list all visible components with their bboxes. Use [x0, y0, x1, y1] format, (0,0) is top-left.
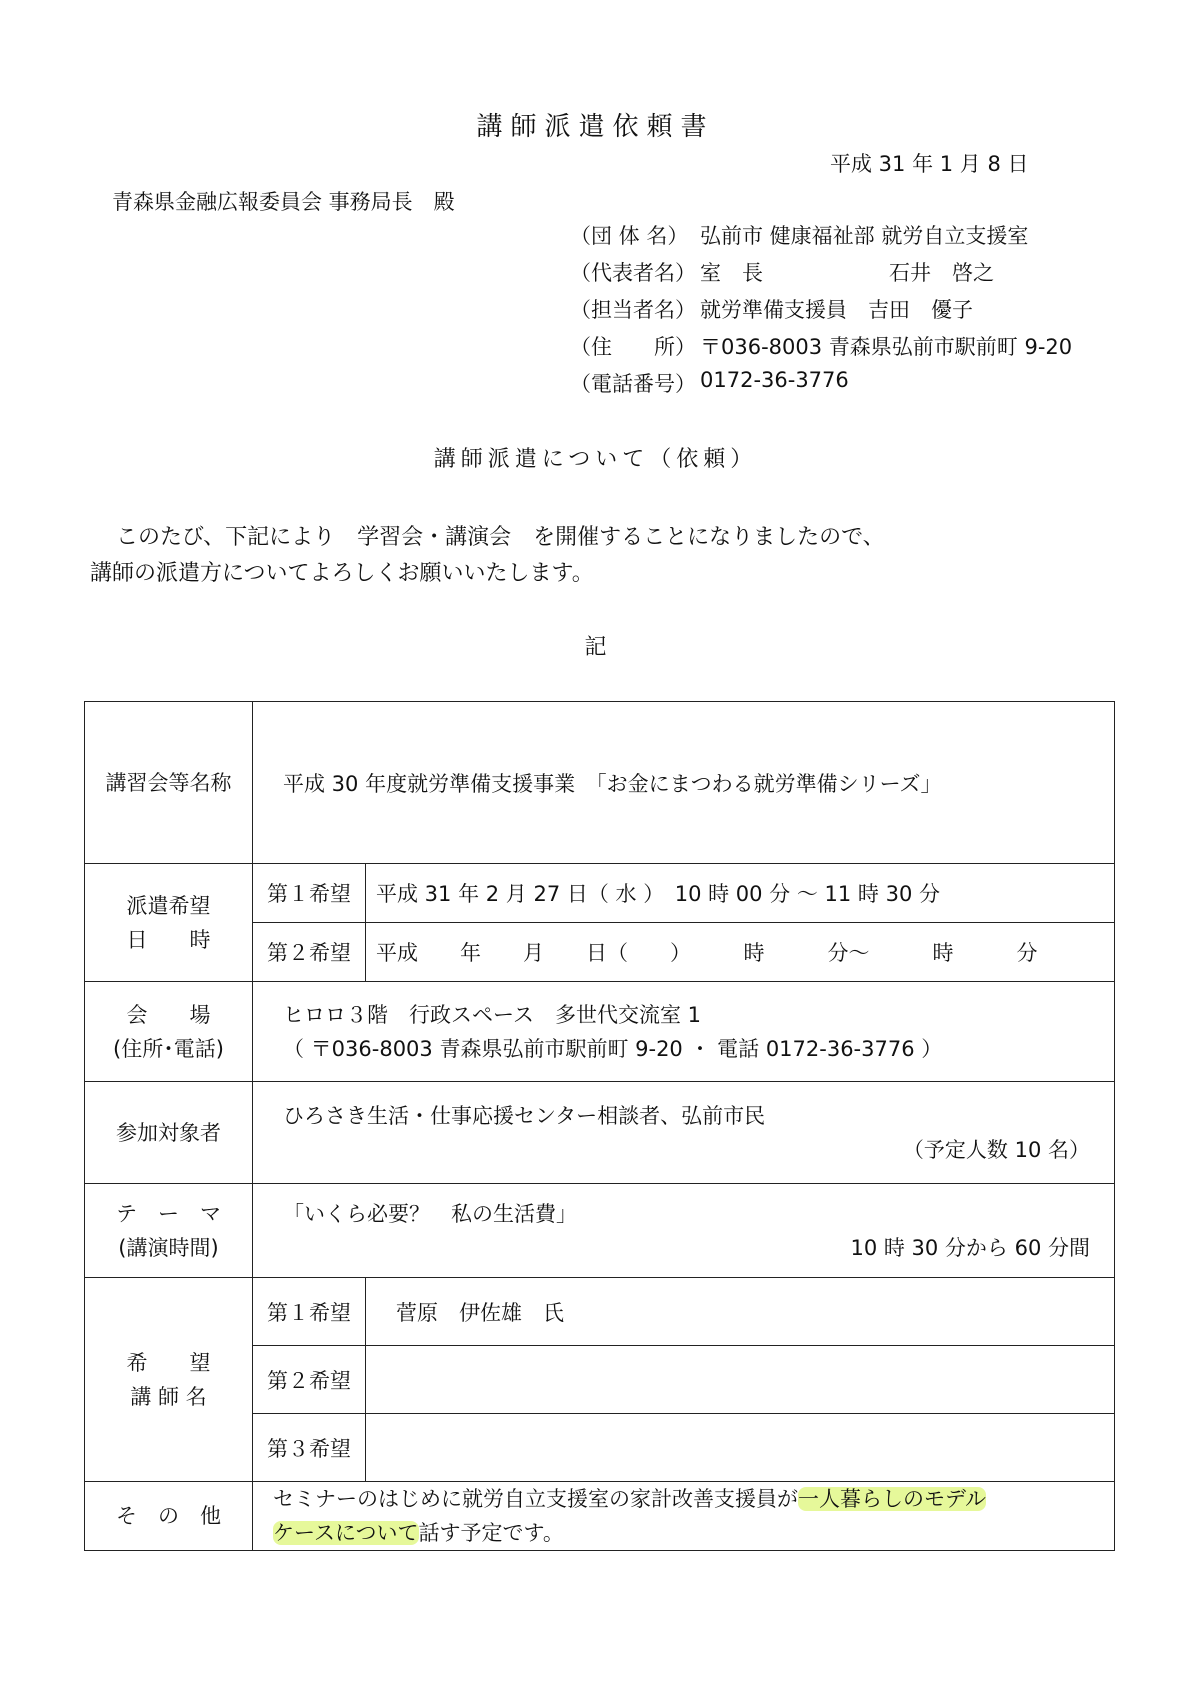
table-row-venue: [85, 982, 1115, 1082]
venue-label-line2: (住所･電話): [113, 1036, 224, 1061]
ki-heading: 記: [584, 635, 607, 660]
sender-row-address: [570, 331, 1072, 368]
venue-value: [253, 982, 1115, 1082]
table-row-other: [85, 1482, 1115, 1551]
participants-label: 参加対象者: [85, 1082, 253, 1184]
dispatch-choice2-label: 第２希望: [253, 923, 366, 982]
other-label: そ の 他: [85, 1482, 253, 1551]
theme-value: [253, 1184, 1115, 1278]
sender-value: 就労準備支援員 吉田 優子: [700, 298, 973, 322]
lecturer2-value: [366, 1346, 1115, 1414]
sender-value: 0172-36-3776: [700, 368, 849, 392]
lecturer3-label: 第３希望: [253, 1414, 366, 1482]
table-row-theme: [85, 1184, 1115, 1278]
participants-text: ひろさき生活・仕事応援センター相談者、弘前市民: [283, 1103, 766, 1128]
document-title: 講師派遣依頼書: [476, 112, 715, 142]
other-text-part1: セミナーのはじめに就労自立支援室の家計改善支援員が: [273, 1487, 798, 1511]
lecturer1-label: 第１希望: [253, 1278, 366, 1346]
document-date: 平成 31 年 1 月 8 日: [830, 152, 1029, 176]
theme-label: [85, 1184, 253, 1278]
participants-value: [253, 1082, 1115, 1184]
sender-key: （団 体 名）: [570, 224, 689, 248]
body-line-1: このたび、下記により 学習会・講演会 を開催することになりましたので、: [116, 525, 885, 550]
dispatch-choice1-label: 第１希望: [253, 864, 366, 923]
theme-text: 「いくら必要？ 私の生活費」: [283, 1201, 577, 1226]
dispatch-label-line2: 日 時: [126, 927, 211, 952]
lecturer-label-line1: 希 望: [126, 1350, 211, 1375]
venue-line-1: ヒロロ３階 行政スペース 多世代交流室 1: [283, 1002, 701, 1027]
request-table: [84, 701, 1115, 1551]
venue-line-2: （ 〒036-8003 青森県弘前市駅前町 9-20 ・ 電話 0172-36-3776 ）: [283, 1036, 943, 1061]
sender-row-org: [570, 220, 1072, 257]
other-value: [253, 1482, 1115, 1551]
lecturer1-value: 菅原 伊佐雄 氏: [366, 1278, 1115, 1346]
theme-time: 10 時 30 分から 60 分間: [850, 1235, 1090, 1260]
other-text-highlight-2: ケースについて: [273, 1521, 419, 1545]
sender-key: （住 所）: [570, 335, 696, 359]
table-row-participants: [85, 1082, 1115, 1184]
lecturer-label: [85, 1278, 253, 1482]
addressee: 青森県金融広報委員会 事務局長 殿: [112, 190, 455, 214]
other-text-highlight-1: 一人暮らしのモデル: [798, 1487, 986, 1511]
sender-key: （電話番号）: [570, 372, 696, 396]
sender-key: （担当者名）: [570, 298, 696, 322]
body-paragraph: [90, 520, 1090, 592]
sender-value: 弘前市 健康福祉部 就労自立支援室: [700, 224, 1029, 248]
subject-line: 講師派遣について（依頼）: [433, 447, 758, 472]
lecturer-label-line2: 講 師 名: [130, 1384, 207, 1409]
dispatch-label: [85, 864, 253, 982]
sender-row-phone: [570, 368, 1072, 405]
theme-label-line1: テ ー マ: [116, 1201, 221, 1226]
venue-label: [85, 982, 253, 1082]
sender-key: （代表者名）: [570, 261, 696, 285]
event-name-label: 講習会等名称: [85, 702, 253, 864]
table-row-dispatch-choice1: [85, 864, 1115, 923]
sender-row-representative: [570, 257, 1072, 294]
sender-row-contact: [570, 294, 1072, 331]
dispatch-choice1-value: 平成 31 年 2 月 27 日（ 水 ） 10 時 00 分 ～ 11 時 30 分: [366, 864, 1115, 923]
lecturer3-value: [366, 1414, 1115, 1482]
other-text-part4: 話す予定です。: [418, 1521, 564, 1545]
body-line-2: 講師の派遣方についてよろしくお願いいたします。: [90, 561, 594, 586]
sender-block: [570, 220, 1072, 405]
sender-value: 室 長 石井 啓之: [700, 261, 994, 285]
sender-value: 〒036-8003 青森県弘前市駅前町 9-20: [700, 335, 1073, 359]
lecturer2-label: 第２希望: [253, 1346, 366, 1414]
dispatch-choice2-value: 平成 年 月 日（ ） 時 分～ 時 分: [366, 923, 1115, 982]
dispatch-label-line1: 派遣希望: [126, 893, 211, 918]
venue-label-line1: 会 場: [126, 1002, 211, 1027]
event-name-value: 平成 30 年度就労準備支援事業 「お金にまつわる就労準備シリーズ」: [253, 702, 1115, 864]
theme-label-line2: (講演時間): [118, 1235, 219, 1260]
table-row-event-name: [85, 702, 1115, 864]
participants-count: （予定人数 10 名）: [902, 1137, 1090, 1162]
table-row-lecturer1: [85, 1278, 1115, 1346]
